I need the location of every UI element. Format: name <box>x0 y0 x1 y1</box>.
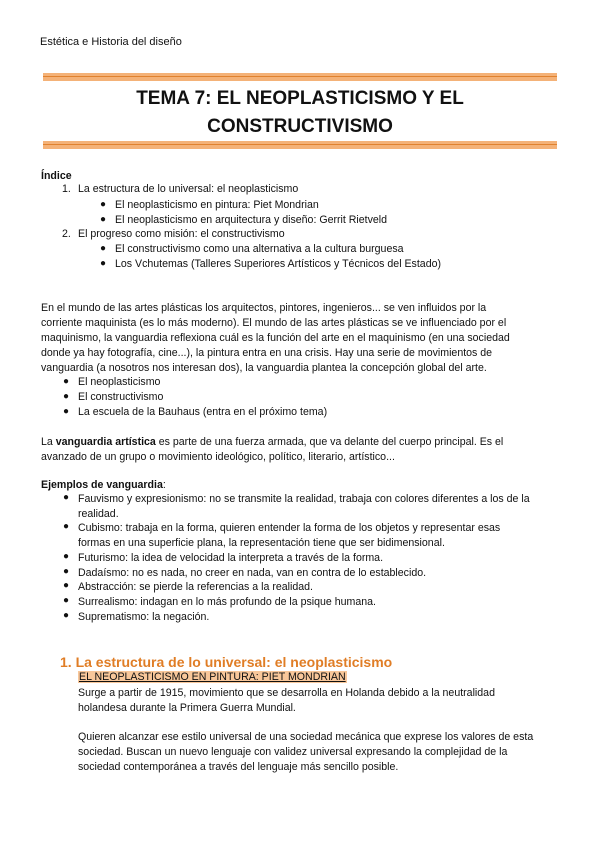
ejemplo-item <box>78 492 556 522</box>
bullet-icon: ● <box>63 376 70 387</box>
indice-label: Índice <box>41 170 72 182</box>
intro-line-3: maquinismo, la vanguardia reflexiona cuál es la función del arte en el maquinismo (en una sociedad <box>41 332 510 344</box>
indice-subitem-1-1: El neoplasticismo en pintura: Piet Mondrian <box>115 199 319 211</box>
section-1-p2-line-1: Quieren alcanzar ese estilo universal de una sociedad mecánica que exprese los valores de esta <box>78 731 534 743</box>
bullet-icon: ● <box>100 258 107 269</box>
vanguardia-term: vanguardia artística <box>55 436 156 448</box>
intro-line-2: corriente maquinista (es lo más moderno). El mundo de las artes plásticas se ve influenciado por el <box>41 317 507 329</box>
bullet-icon: ● <box>100 243 107 254</box>
indice-num-1: 1. <box>62 183 71 195</box>
ejemplos-colon: : <box>162 479 166 491</box>
intro-bullet-3: La escuela de la Bauhaus (entra en el próximo tema) <box>78 406 328 418</box>
page-title-line1: TEMA 7: EL NEOPLASTICISMO Y EL <box>136 88 464 109</box>
section-1-p1-line-1: Surge a partir de 1915, movimiento que se desarrolla en Holanda debido a la neutralidad <box>78 687 495 699</box>
indice-subitem-1-2: El neoplasticismo en arquitectura y diseño: Gerrit Rietveld <box>115 214 388 226</box>
section-1-p2-line-3: sociedad contemporánea a través del lenguaje más sencillo posible. <box>78 761 399 773</box>
bullet-icon: ● <box>63 566 70 577</box>
ejemplos-heading <box>41 478 557 493</box>
indice-subitem-2-2: Los Vchutemas (Talleres Superiores Artísticos y Técnicos del Estado) <box>115 258 441 270</box>
bullet-icon: ● <box>63 521 70 532</box>
bullet-icon: ● <box>63 595 70 606</box>
ejemplo-line: Fauvismo y expresionismo: no se transmite la realidad, trabaja con colores diferentes a los de la <box>78 493 530 505</box>
section-1-p2-line-2: sociedad. Buscan un nuevo lenguaje con validez universal expresando la complejidad de la <box>78 746 508 758</box>
ejemplo-item: Surrealismo: indagan en lo más profundo de la psique humana. <box>78 596 376 608</box>
title-rule-top <box>43 73 557 81</box>
vanguardia-rest: es parte de una fuerza armada, que va delante del cuerpo principal. Es el <box>155 436 504 448</box>
ejemplo-item: Suprematismo: la negación. <box>78 611 210 623</box>
intro-line-5: vanguardia (a nosotros nos interesan dos), la vanguardia plantea la concepción global del arte. <box>41 362 487 374</box>
intro-bullet-2: El constructivismo <box>78 391 164 403</box>
intro-bullet-1: El neoplasticismo <box>78 376 161 388</box>
bullet-icon: ● <box>63 610 70 621</box>
ejemplo-line: Cubismo: trabaja en la forma, quieren entender la forma de los objetos y representar esas <box>78 522 501 534</box>
indice-subitem-2-1: El constructivismo como una alternativa a la cultura burguesa <box>115 243 404 255</box>
ejemplo-item <box>78 521 556 551</box>
indice-num-2: 2. <box>62 228 71 240</box>
vanguardia-line-1 <box>41 435 557 450</box>
course-header: Estética e Historia del diseño <box>40 36 182 48</box>
section-1-subheading: EL NEOPLASTICISMO EN PINTURA: PIET MONDRIAN <box>79 671 346 683</box>
indice-item-1: La estructura de lo universal: el neoplasticismo <box>78 183 299 195</box>
ejemplo-line: realidad. <box>78 508 119 520</box>
section-1-heading: 1. La estructura de lo universal: el neoplasticismo <box>60 654 393 670</box>
vanguardia-line-2: avanzado de un grupo o movimiento ideológico, político, literario, artístico... <box>41 451 395 463</box>
ejemplo-line: formas en una superficie plana, la representación tiene que ser bidimensional. <box>78 537 445 549</box>
bullet-icon: ● <box>100 199 107 210</box>
bullet-icon: ● <box>63 406 70 417</box>
vanguardia-prefix: La <box>41 436 56 448</box>
ejemplo-item: Futurismo: la idea de velocidad la interpreta a través de la forma. <box>78 552 384 564</box>
bullet-icon: ● <box>100 214 107 225</box>
bullet-icon: ● <box>63 580 70 591</box>
page-title-line2: CONSTRUCTIVISMO <box>207 116 393 137</box>
bullet-icon: ● <box>63 492 70 503</box>
title-rule-bottom <box>43 141 557 149</box>
intro-line-4: donde ya hay fotografía, cine...), la pintura entra en una crisis. Hay una serie de movimientos de <box>41 347 493 359</box>
section-1-p1-line-2: holandesa durante la Primera Guerra Mundial. <box>78 702 296 714</box>
ejemplo-item: Abstracción: se pierde la referencias a la realidad. <box>78 581 313 593</box>
bullet-icon: ● <box>63 391 70 402</box>
indice-item-2: El progreso como misión: el constructivismo <box>78 228 285 240</box>
ejemplo-item: Dadaísmo: no es nada, no creer en nada, van en contra de lo establecido. <box>78 567 427 579</box>
ejemplos-label: Ejemplos de vanguardia <box>41 479 163 491</box>
bullet-icon: ● <box>63 551 70 562</box>
intro-line-1: En el mundo de las artes plásticas los arquitectos, pintores, ingenieros... se ven influidos por la <box>41 302 487 314</box>
